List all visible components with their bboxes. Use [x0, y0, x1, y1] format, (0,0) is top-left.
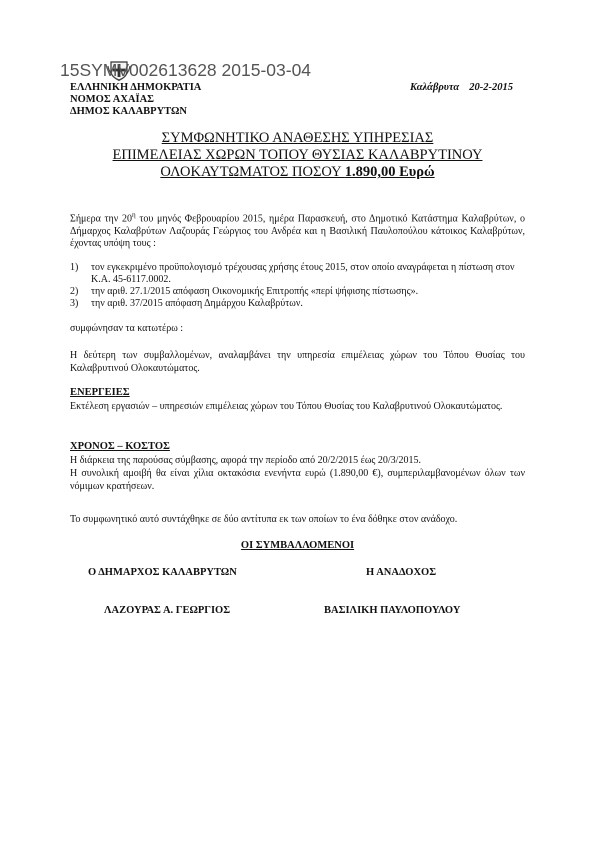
intro-paragraph [70, 209, 525, 251]
header-prefecture: ΝΟΜΟΣ ΑΧΑΪΑΣ [70, 94, 155, 105]
intro-ordinal: η [131, 211, 136, 219]
header-municipality: ΔΗΜΟΣ ΚΑΛΑΒΡΥΤΩΝ [70, 106, 187, 117]
contractor-role: Η ΑΝΑΔΟΧΟΣ [366, 567, 437, 578]
header-issuer [70, 82, 201, 118]
title-line-3 [60, 164, 535, 181]
list-item-text: την αριθ. 37/2015 απόφαση Δημάρχου Καλαβρύτων. [91, 298, 303, 309]
mayor-name: ΛΑΖΟΥΡΑΣ Α. ΓΕΩΡΓΙΟΣ [104, 605, 231, 616]
registry-stamp: 15SYMV002613628 2015-03-04 [60, 60, 312, 80]
document-title [60, 130, 535, 181]
intro-text-start: Σήμερα την 20 [70, 213, 132, 225]
closing-paragraph: Το συμφωνητικό αυτό συντάχθηκε σε δύο αντίτυπα εκ των οποίων το ένα δόθηκε στον ανάδοχο. [70, 514, 458, 525]
contractor-name: ΒΑΣΙΛΙΚΗ ΠΑΥΛΟΠΟΥΛΟΥ [324, 605, 461, 616]
list-item-text: τον εγκεκριμένο προϋπολογισμό τρέχουσας χρήσης έτους 2015, στον οποίο αναγράφεται η πίστωση στον Κ.Α. 45-6117.0002. [91, 262, 515, 285]
intro-text-rest: του μηνός Φεβρουαρίου 2015, ημέρα Παρασκευή, στο Δημοτικό Κατάστημα Καλαβρύτων, ο Δήμαρχος Καλαβρύτων Λαζουράς Γεώργιος του Ανδρέα και η Βασιλική Παυλοπούλου κάτοικος Καλαβρύτων, έχοντας υπόψη τους : [70, 213, 525, 250]
mayor-role: Ο ΔΗΜΑΡΧΟΣ ΚΑΛΑΒΡΥΤΩΝ [88, 567, 237, 578]
list-item [70, 262, 525, 286]
title-line-2: ΕΠΙΜΕΛΕΙΑΣ ΧΩΡΩΝ ΤΟΠΟΥ ΘΥΣΙΑΣ ΚΑΛΑΒΡΥΤΙΝΟΥ [112, 147, 483, 163]
duration-text: Η διάρκεια της παρούσας σύμβασης, αφορά την περίοδο από 20/2/2015 έως 20/3/2015. [70, 455, 421, 466]
list-item-number: 1) [70, 262, 79, 273]
actions-heading: ΕΝΕΡΓΕΙΕΣ [70, 387, 130, 398]
place-name: Καλάβρυτα [410, 82, 460, 93]
header-republic: ΕΛΛΗΝΙΚΗ ΔΗΜΟΚΡΑΤΙΑ [70, 82, 202, 93]
title-line-3-text: ΟΛΟΚΑΥΤΩΜΑΤΟΣ ΠΟΣΟΥ [160, 164, 342, 180]
title-amount: 1.890,00 [344, 164, 396, 180]
fee-text: Η συνολική αμοιβή θα είναι χίλια οκτακόσια ενενήντα ευρώ (1.890,00 €), συμπεριλαμβανομένων όλων των νόμιμων κρατήσεων. [70, 468, 525, 492]
title-currency: Ευρώ [399, 164, 435, 180]
document-date: 20-2-2015 [469, 82, 513, 93]
agreed-line: συμφώνησαν τα κατωτέρω : [70, 323, 184, 334]
list-item [70, 298, 525, 310]
place-date [410, 82, 513, 93]
time-cost-heading: ΧΡΟΝΟΣ – ΚΟΣΤΟΣ [70, 441, 170, 452]
considerations-list [70, 262, 525, 310]
list-item-text: την αριθ. 27.1/2015 απόφαση Οικονομικής Επιτροπής «περί ψήφισης πίστωσης». [91, 286, 419, 297]
list-item-number: 3) [70, 298, 79, 309]
title-line-1: ΣΥΜΦΩΝΗΤΙΚΟ ΑΝΑΘΕΣΗΣ ΥΠΗΡΕΣΙΑΣ [161, 130, 434, 146]
parties-heading: ΟΙ ΣΥΜΒΑΛΛΟΜΕΝΟΙ [240, 540, 355, 551]
clause-assignment: Η δεύτερη των συμβαλλομένων, αναλαμβάνει την υπηρεσία επιμέλειας χώρων του Τόπου Θυσίας του Καλαβρυτινού Ολοκαυτώματος. [70, 350, 525, 374]
list-item-number: 2) [70, 286, 79, 297]
list-item [70, 286, 525, 298]
actions-text: Εκτέλεση εργασιών – υπηρεσιών επιμέλειας χώρων του Τόπου Θυσίας του Καλαβρυτινού Ολοκαυτώματος. [70, 401, 503, 412]
